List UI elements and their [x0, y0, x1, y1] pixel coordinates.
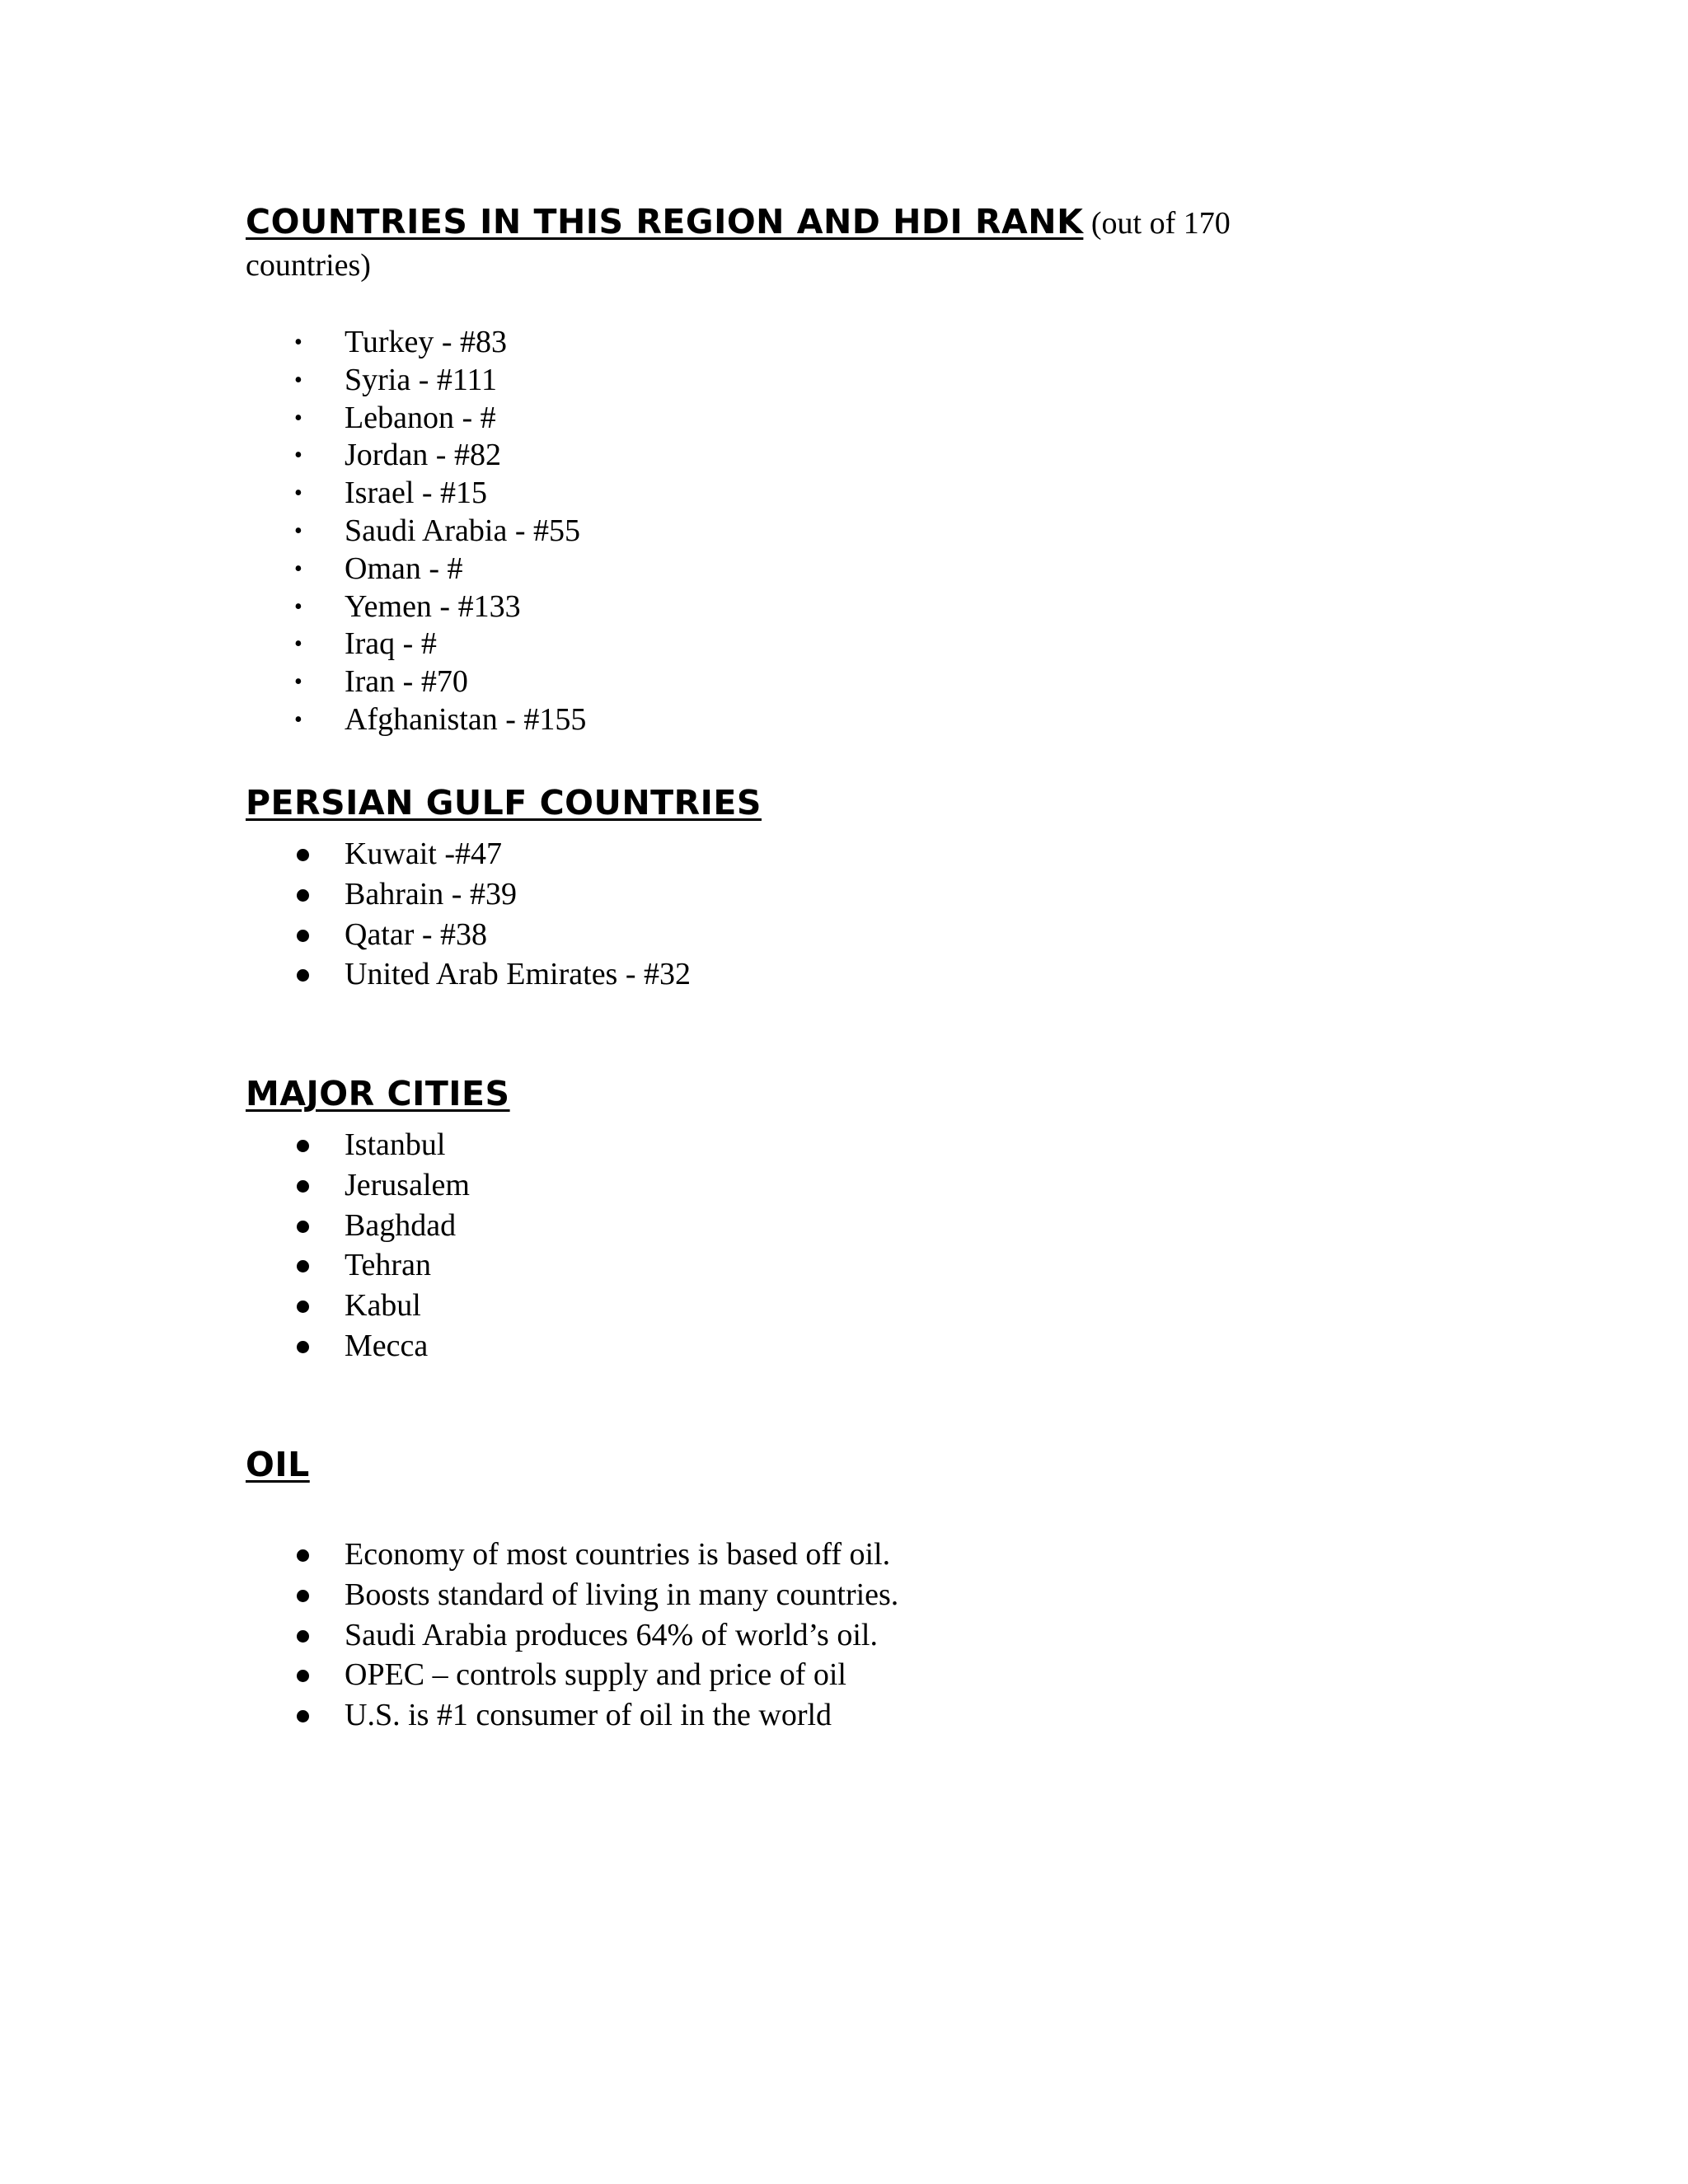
bullet-icon — [297, 1341, 309, 1353]
countries-heading-note-text: (out of 170 — [1090, 206, 1231, 241]
countries-heading-title: COUNTRIES IN THIS REGION AND HDI RANK — [246, 202, 1084, 241]
list-item — [0, 437, 1484, 475]
list-item — [0, 362, 1484, 400]
list-item-text: Qatar - #38 — [345, 916, 488, 952]
list-item — [0, 324, 1484, 362]
cities-list — [0, 1125, 1484, 1366]
list-item-text: Israel - #15 — [345, 476, 488, 511]
bullet-icon: • — [294, 669, 302, 696]
bullet-icon: • — [294, 518, 302, 544]
gulf-heading-title: PERSIAN GULF COUNTRIES — [246, 783, 762, 823]
list-item — [0, 400, 1484, 438]
oil-list — [0, 1535, 1484, 1736]
list-item-text: Iran - #70 — [345, 664, 468, 700]
list-item-text: Syria - #111 — [345, 362, 498, 397]
bullet-icon — [297, 1301, 309, 1313]
bullet-icon — [297, 849, 309, 861]
list-item-text: Saudi Arabia produces 64% of world’s oil. — [345, 1617, 878, 1652]
bullet-icon — [297, 1710, 309, 1722]
list-item — [0, 701, 1484, 739]
list-item — [0, 663, 1484, 701]
cities-heading-title: MAJOR CITIES — [246, 1074, 510, 1113]
list-item — [0, 1286, 1484, 1326]
list-item — [0, 1326, 1484, 1366]
list-item-text: U.S. is #1 consumer of oil in the world — [345, 1698, 832, 1733]
list-item — [0, 1575, 1484, 1615]
bullet-icon: • — [294, 480, 302, 507]
bullet-icon — [297, 1221, 309, 1233]
list-item — [0, 1695, 1484, 1736]
bullet-icon: • — [294, 631, 302, 658]
list-item-text: Oman - # — [345, 551, 463, 586]
list-item-text: Saudi Arabia - #55 — [345, 513, 581, 548]
bullet-icon — [297, 889, 309, 902]
list-item — [0, 1535, 1484, 1575]
list-item — [0, 551, 1484, 588]
bullet-icon: • — [294, 593, 302, 620]
list-item — [0, 1245, 1484, 1286]
oil-heading-title: OIL — [246, 1445, 310, 1484]
bullet-icon: • — [294, 405, 302, 431]
list-item-text: Economy of most countries is based off oil. — [345, 1537, 891, 1572]
cities-heading — [246, 1074, 510, 1113]
list-item-text: Jordan - #82 — [345, 438, 501, 473]
list-item-text: Lebanon - # — [345, 400, 496, 435]
bullet-icon — [297, 1260, 309, 1272]
list-item-text: OPEC – controls supply and price of oil — [345, 1657, 846, 1693]
bullet-icon: • — [294, 367, 302, 393]
list-item — [0, 513, 1484, 551]
bullet-icon: • — [294, 706, 302, 733]
oil-heading — [246, 1445, 310, 1484]
bullet-icon — [297, 1590, 309, 1602]
list-item-text: Baghdad — [345, 1207, 457, 1243]
bullet-icon — [297, 1140, 309, 1152]
list-item-text: Istanbul — [345, 1127, 446, 1162]
list-item-text: United Arab Emirates - #32 — [345, 957, 692, 992]
list-item-text: Iraq - # — [345, 626, 437, 662]
list-item-text: Yemen - #133 — [345, 588, 521, 624]
gulf-heading — [246, 783, 762, 823]
gulf-list — [0, 834, 1484, 995]
list-item — [0, 1615, 1484, 1656]
countries-heading — [246, 202, 1231, 241]
list-item — [0, 1206, 1484, 1246]
list-item — [0, 915, 1484, 955]
countries-heading-note — [1083, 206, 1230, 241]
list-item — [0, 1165, 1484, 1206]
bullet-icon: • — [294, 443, 302, 469]
bullet-icon: • — [294, 555, 302, 582]
bullet-icon — [297, 969, 309, 982]
countries-heading-note-continued: countries) — [246, 248, 371, 283]
list-item — [0, 1125, 1484, 1165]
bullet-icon — [297, 1180, 309, 1193]
list-item-text: Jerusalem — [345, 1167, 470, 1202]
bullet-icon: • — [294, 330, 302, 355]
list-item — [0, 874, 1484, 915]
list-item-text: Turkey - #83 — [345, 325, 508, 359]
list-item-text: Mecca — [345, 1328, 429, 1363]
bullet-icon — [297, 1549, 309, 1562]
list-item-text: Bahrain - #39 — [345, 876, 517, 912]
list-item — [0, 588, 1484, 626]
list-item-text: Afghanistan - #155 — [345, 701, 587, 737]
list-item — [0, 475, 1484, 513]
countries-list — [0, 324, 1484, 739]
bullet-icon — [297, 1630, 309, 1643]
bullet-icon — [297, 1670, 309, 1682]
list-item — [0, 834, 1484, 874]
list-item-text: Boosts standard of living in many countries. — [345, 1577, 899, 1612]
bullet-icon — [297, 930, 309, 942]
list-item — [0, 954, 1484, 995]
list-item-text: Kabul — [345, 1288, 421, 1324]
list-item-text: Kuwait -#47 — [345, 837, 503, 871]
list-item — [0, 1655, 1484, 1695]
list-item-text: Tehran — [345, 1248, 431, 1283]
list-item — [0, 626, 1484, 663]
